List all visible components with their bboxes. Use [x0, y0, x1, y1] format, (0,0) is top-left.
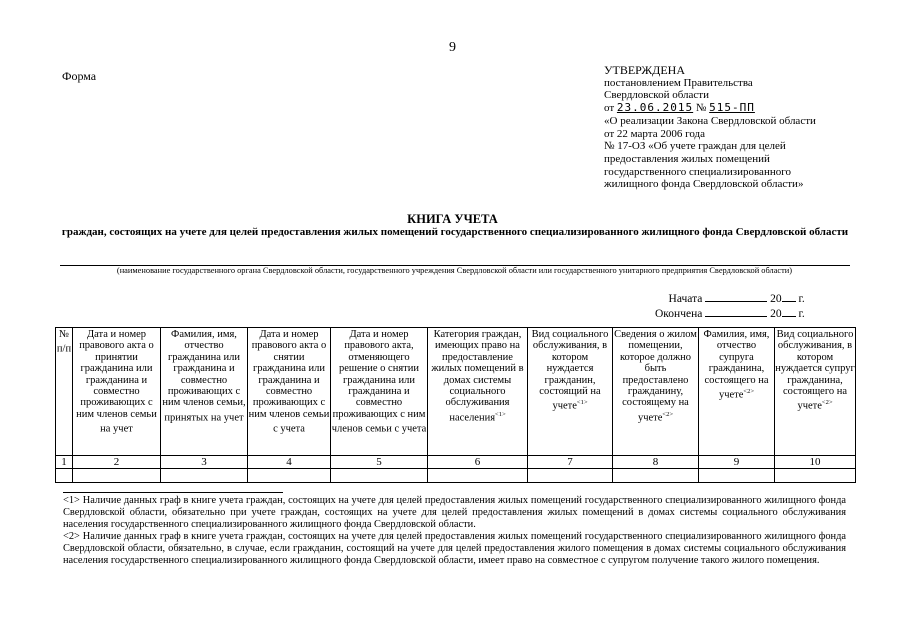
approval-line: жилищного фонда Свердловской области»: [604, 178, 804, 191]
ended-label: Окончена: [655, 308, 703, 320]
column-header: Вид социального обслуживания, в котором нуждается супруг гражданина, состоящего на учете$^{<2>}$: [775, 328, 856, 456]
header-row: [56, 328, 856, 456]
column-header: Дата и номер правового акта о снятии гражданина или гражданина и совместно проживающих с ним членов семьи с учета: [248, 328, 331, 456]
column-number-row: [56, 456, 856, 469]
column-number: 1: [56, 456, 73, 469]
column-number: 7: [528, 456, 613, 469]
table-cell: [428, 469, 528, 483]
approval-line: Свердловской области: [604, 89, 709, 102]
started-date-blank: [705, 291, 767, 302]
started-label: Начата: [668, 293, 703, 305]
footnote-2: <2> Наличие данных граф в книге учета граждан, состоящих на учете для целей предоставления жилых помещений государственного специализированного жилищного фонда Свердловской области, обязательно, в случае, если гражданин, состоящий на учете для целей предоставления жилого помещения в домах системы социального обслуживания населения государственного специализированного жилищного фонда Свердловской области, имеет право на совместное с супругом получение такого жилого помещения.: [63, 531, 846, 566]
table-cell: [775, 469, 856, 483]
approval-date-line: [604, 102, 864, 115]
number-prefix: №: [695, 102, 707, 115]
approval-number: 515-ПП: [709, 101, 755, 115]
year-prefix: 20: [770, 308, 782, 320]
column-number: 5: [331, 456, 428, 469]
table-cell: [528, 469, 613, 483]
table-cell: [613, 469, 699, 483]
column-header: Фамилия, имя, отчество гражданина или гражданина и совместно проживающих с ним членов семьи, принятых на учет: [161, 328, 248, 456]
table-cell: [699, 469, 775, 483]
approval-date: 23.06.2015: [616, 101, 694, 115]
column-header: Фамилия, имя, отчество супруга гражданина, состоящего на учете$^{<2>}$: [699, 328, 775, 456]
book-subtitle: граждан, состоящих на учете для целей предоставления жилых помещений государственного специализированного жилищного фонда Свердловской области: [61, 226, 849, 238]
approval-line: постановлением Правительства: [604, 76, 753, 89]
started-row: [655, 291, 805, 306]
approval-line: «О реализации Закона Свердловской области: [604, 114, 816, 127]
form-label: Форма: [62, 69, 97, 83]
table-cell: [161, 469, 248, 483]
year-blank: [782, 291, 796, 302]
column-number: 2: [73, 456, 161, 469]
approval-line: № 17-ОЗ «Об учете граждан для целей: [604, 140, 786, 153]
ended-date-blank: [705, 306, 767, 317]
page-number: 9: [449, 40, 456, 55]
year-suffix: г.: [798, 293, 805, 305]
table-cell: [248, 469, 331, 483]
approval-line: предоставления жилых помещений: [604, 152, 770, 165]
table-cell: [56, 469, 73, 483]
column-header: № п/п: [56, 328, 73, 456]
register-table: [55, 327, 856, 483]
organization-caption: (наименование государственного органа Свердловской области, государственного учреждения Свердловской области или государственного унитарного предприятия Свердловской области): [116, 266, 793, 275]
date-prefix: от: [604, 102, 615, 115]
approval-line: от 22 марта 2006 года: [604, 127, 706, 140]
column-header: Дата и номер правового акта о принятии гражданина или гражданина и совместно проживающих с ним членов семьи на учет: [73, 328, 161, 456]
column-number: 8: [613, 456, 699, 469]
year-suffix: г.: [798, 308, 805, 320]
column-header: Вид социального обслуживания, в котором нуждается гражданин, состоящий на учете$^{<1>}$: [528, 328, 613, 456]
footnote-separator: [63, 492, 283, 493]
book-title: КНИГА УЧЕТА: [407, 212, 498, 226]
column-number: 4: [248, 456, 331, 469]
approval-title: УТВЕРЖДЕНА: [604, 63, 686, 77]
column-number: 9: [699, 456, 775, 469]
approval-block: [604, 64, 864, 191]
footnote-1: <1> Наличие данных граф в книге учета граждан, состоящих на учете для целей предоставления жилых помещений государственного специализированного жилищного фонда Свердловской области, обязательно при учете граждан, состоящих на учете для целей предоставления жилых помещений в домах системы социального обслуживания населения государственного специализированного жилищного фонда Свердловской области.: [63, 495, 846, 530]
table-cell: [73, 469, 161, 483]
column-number: 6: [428, 456, 528, 469]
column-header: Дата и номер правового акта, отменяющего решение о снятии гражданина или гражданина и совместно проживающих с ним членов семьи с учета: [331, 328, 428, 456]
column-number: 3: [161, 456, 248, 469]
book-dates: [655, 291, 805, 321]
table-row: [56, 469, 856, 483]
approval-line: государственного специализированного: [604, 165, 791, 178]
column-number: 10: [775, 456, 856, 469]
year-prefix: 20: [770, 293, 782, 305]
footnotes: [63, 492, 846, 567]
column-header: Сведения о жилом помещении, которое должно быть предоставлено гражданину, состоящему на учете$^{<2>}$: [613, 328, 699, 456]
ended-row: [655, 306, 805, 321]
column-header: Категория граждан, имеющих право на предоставление жилых помещений в домах системы социального обслуживания населения$^{<1>}$: [428, 328, 528, 456]
year-blank: [782, 306, 796, 317]
table-cell: [331, 469, 428, 483]
